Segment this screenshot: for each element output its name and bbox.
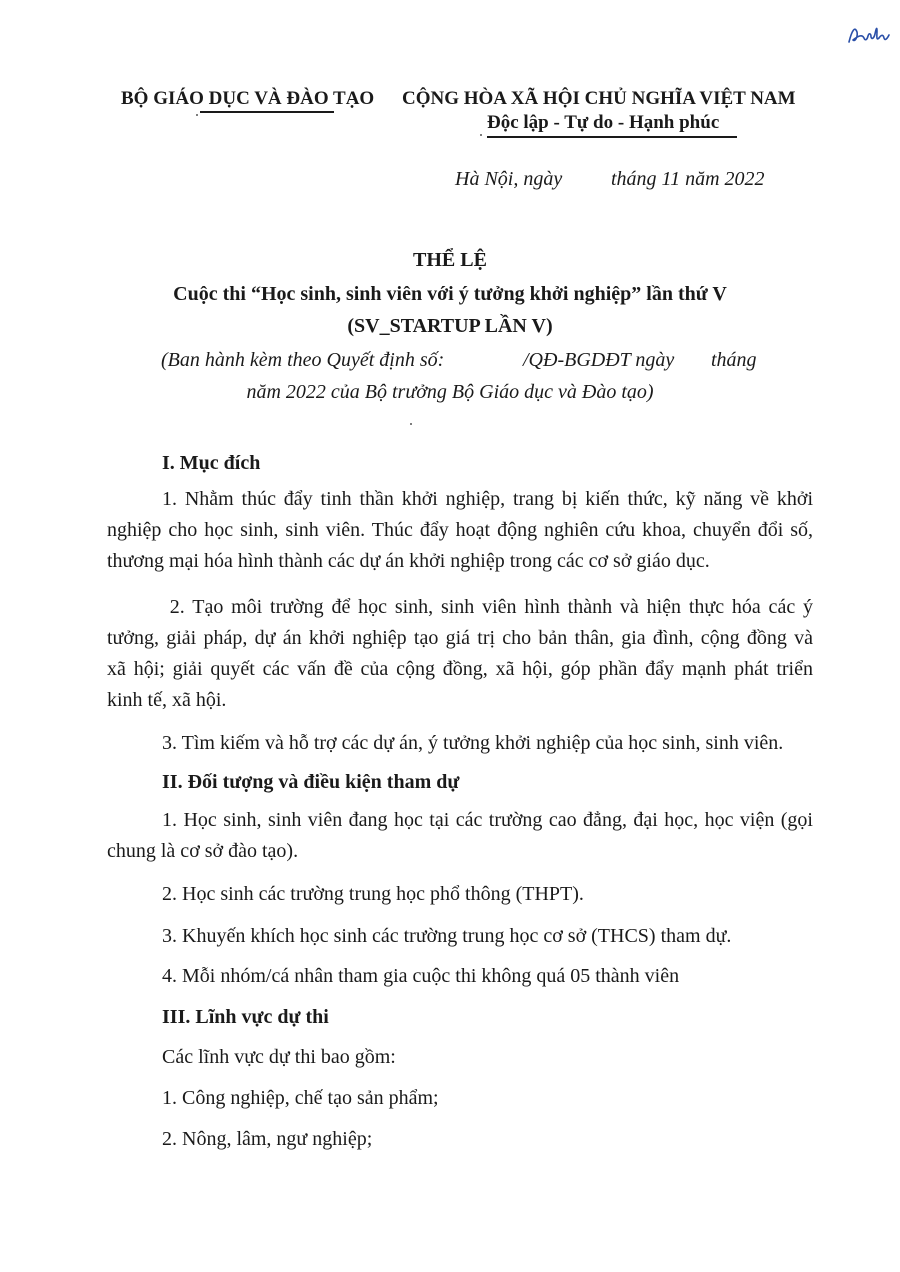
purpose-paragraph-2 (107, 592, 813, 716)
scan-dot (480, 134, 482, 136)
republic-name: CỘNG HÒA XÃ HỘI CHỦ NGHĨA VIỆT NAM (402, 88, 796, 109)
text-line: thương mại hóa hình thành các dự án khởi nghiệp trong các cơ sở giáo dục. (107, 550, 710, 572)
scan-dot (196, 114, 198, 116)
scan-dot (410, 423, 412, 425)
text-line: tưởng, giải pháp, dự án khởi nghiệp tạo giá trị cho bản thân, gia đình, cộng đồng và (107, 627, 813, 649)
section-heading-purpose: I. Mục đích (162, 452, 261, 474)
document-title: THỂ LỆ (413, 249, 487, 271)
issued-note-part2: /QĐ-BGDĐT ngày (523, 349, 675, 371)
handwritten-signature (846, 22, 892, 48)
participants-paragraph-3: 3. Khuyến khích học sinh các trường trung học cơ sở (THCS) tham dự. (162, 925, 732, 947)
ministry-underline (200, 111, 334, 113)
contest-name: Cuộc thi “Học sinh, sinh viên với ý tưởng khởi nghiệp” lần thứ V (173, 283, 727, 305)
participants-paragraph-2: 2. Học sinh các trường trung học phổ thông (THPT). (162, 883, 584, 905)
issued-note-part1: (Ban hành kèm theo Quyết định số: (161, 349, 445, 371)
participants-paragraph-4: 4. Mỗi nhóm/cá nhân tham gia cuộc thi không quá 05 thành viên (162, 965, 680, 987)
fields-item-1: 1. Công nghiệp, chế tạo sản phẩm; (162, 1087, 439, 1109)
motto-underline (487, 136, 737, 138)
national-motto: Độc lập - Tự do - Hạnh phúc (487, 112, 720, 133)
text-line: chung là cơ sở đào tạo). (107, 840, 299, 862)
issued-note-part3: tháng (711, 349, 757, 371)
purpose-paragraph-1 (107, 484, 813, 577)
text-line: xã hội; giải quyết các vấn đề của cộng đồng, xã hội, góp phần đẩy mạnh phát triển (107, 658, 813, 680)
issued-note-line2: năm 2022 của Bộ trưởng Bộ Giáo dục và Đào tạo) (246, 381, 654, 403)
participants-paragraph-1 (107, 805, 813, 867)
contest-code: (SV_STARTUP LẦN V) (347, 315, 553, 337)
purpose-paragraph-3: 3. Tìm kiếm và hỗ trợ các dự án, ý tưởng khởi nghiệp của học sinh, sinh viên. (162, 732, 784, 754)
date-place-day: Hà Nội, ngày (455, 168, 563, 190)
date-month-year: tháng 11 năm 2022 (611, 168, 765, 190)
text-line: 1. Nhằm thúc đẩy tinh thần khởi nghiệp, trang bị kiến thức, kỹ năng về khởi (162, 488, 813, 510)
text-line: 2. Tạo môi trường để học sinh, sinh viên hình thành và hiện thực hóa các ý (162, 596, 813, 618)
text-line: 1. Học sinh, sinh viên đang học tại các trường cao đẳng, đại học, học viện (gọi (162, 809, 813, 831)
ministry-name: BỘ GIÁO DỤC VÀ ĐÀO TẠO (121, 88, 375, 109)
section-heading-fields: III. Lĩnh vực dự thi (162, 1006, 329, 1028)
fields-intro: Các lĩnh vực dự thi bao gồm: (162, 1046, 396, 1068)
text-line: kinh tế, xã hội. (107, 689, 227, 711)
section-heading-participants: II. Đối tượng và điều kiện tham dự (162, 771, 460, 793)
text-line: nghiệp cho học sinh, sinh viên. Thúc đẩy hoạt động nghiên cứu khoa, chuyển đổi số, (107, 519, 813, 541)
fields-item-2: 2. Nông, lâm, ngư nghiệp; (162, 1128, 373, 1150)
